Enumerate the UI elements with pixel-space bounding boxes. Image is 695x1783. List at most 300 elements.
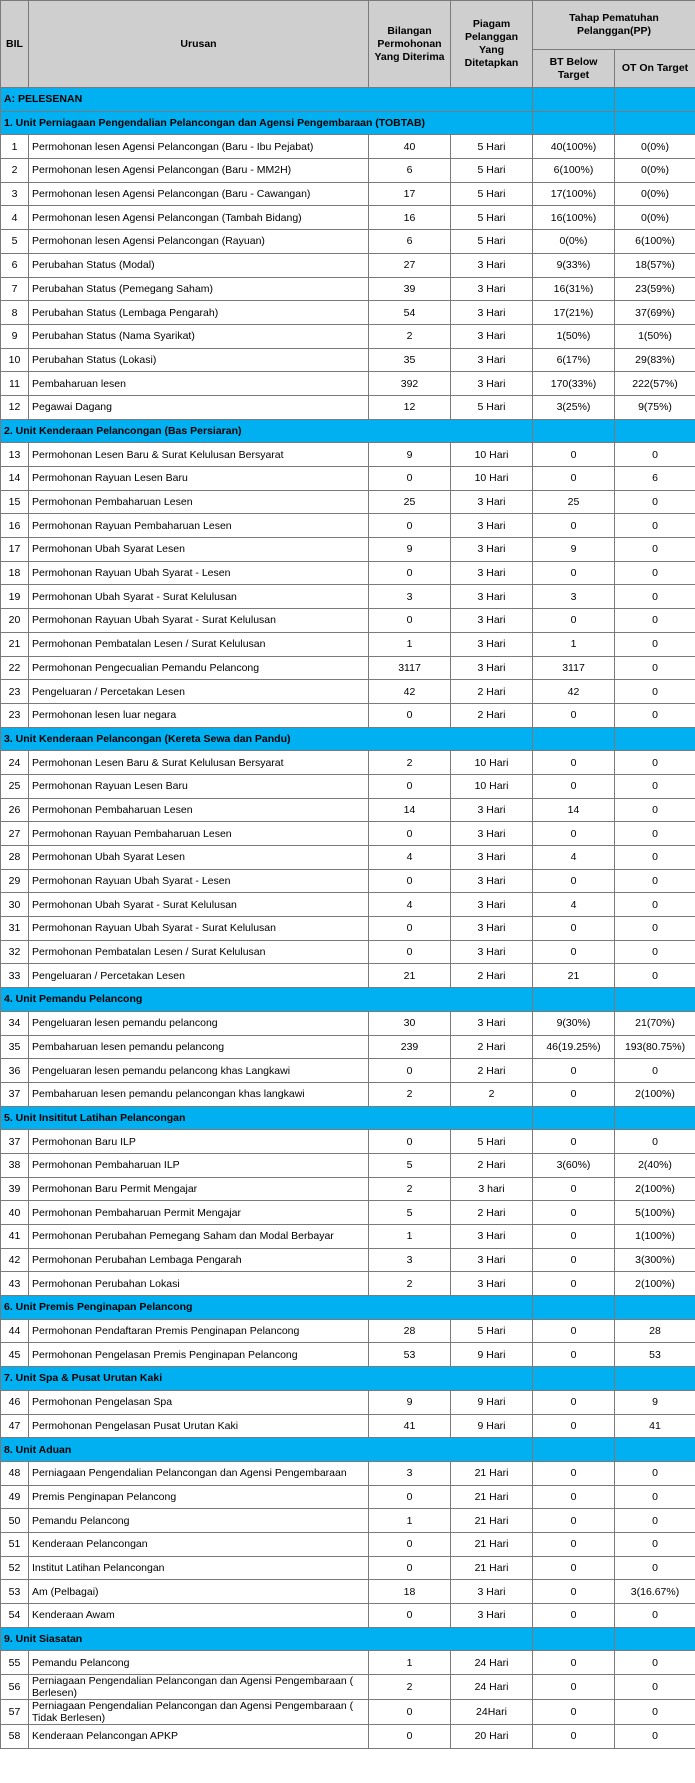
section-title: 6. Unit Premis Penginapan Pelancong (1, 1296, 533, 1320)
cell-piagam: 24Hari (451, 1700, 533, 1725)
section-title: 3. Unit Kenderaan Pelancongan (Kereta Sewa dan Pandu) (1, 727, 533, 751)
cell-bilangan: 35 (369, 348, 451, 372)
cell-urusan: Permohonan Ubah Syarat - Surat Kelulusan (29, 893, 369, 917)
table-row (1, 135, 695, 159)
cell-urusan: Permohonan Rayuan Lesen Baru (29, 774, 369, 798)
cell-bilangan: 0 (369, 917, 451, 941)
cell-bilangan: 3117 (369, 656, 451, 680)
cell-urusan: Permohonan lesen Agensi Pelancongan (Tambah Bidang) (29, 206, 369, 230)
cell-bt: 0 (533, 1461, 615, 1485)
cell-ot: 21(70%) (615, 1011, 695, 1035)
cell-ot: 0 (615, 774, 695, 798)
cell-bil: 44 (1, 1319, 29, 1343)
cell-bil: 17 (1, 538, 29, 562)
cell-bilangan: 0 (369, 940, 451, 964)
table-row (1, 1509, 695, 1533)
cell-ot: 0 (615, 1700, 695, 1725)
cell-piagam: 3 Hari (451, 1248, 533, 1272)
table-row (1, 1580, 695, 1604)
table-row (1, 703, 695, 727)
cell-urusan: Permohonan Pembatalan Lesen / Surat Kelulusan (29, 940, 369, 964)
cell-bt: 16(31%) (533, 277, 615, 301)
table-row (1, 680, 695, 704)
cell-piagam: 21 Hari (451, 1532, 533, 1556)
cell-bil: 54 (1, 1604, 29, 1628)
table-row (1, 1035, 695, 1059)
cell-urusan: Kenderaan Awam (29, 1604, 369, 1628)
section-row (1, 1367, 695, 1391)
cell-bt: 0 (533, 774, 615, 798)
cell-bil: 27 (1, 822, 29, 846)
section-empty-cell (533, 1106, 615, 1130)
cell-piagam: 21 Hari (451, 1461, 533, 1485)
cell-ot: 5(100%) (615, 1201, 695, 1225)
cell-bil: 42 (1, 1248, 29, 1272)
cell-urusan: Permohonan Lesen Baru & Surat Kelulusan Bersyarat (29, 443, 369, 467)
cell-piagam: 3 Hari (451, 917, 533, 941)
table-row (1, 1225, 695, 1249)
cell-piagam: 3 Hari (451, 538, 533, 562)
cell-bt: 3 (533, 585, 615, 609)
cell-urusan: Pegawai Dagang (29, 395, 369, 419)
cell-ot: 2(40%) (615, 1153, 695, 1177)
cell-urusan: Permohonan Rayuan Ubah Syarat - Lesen (29, 869, 369, 893)
table-row (1, 1390, 695, 1414)
section-empty-cell (615, 988, 695, 1012)
cell-bil: 34 (1, 1011, 29, 1035)
table-row (1, 774, 695, 798)
cell-piagam: 3 Hari (451, 348, 533, 372)
table-row (1, 1248, 695, 1272)
header-piagam: Piagam Pelanggan Yang Ditetapkan (451, 1, 533, 88)
cell-piagam: 21 Hari (451, 1556, 533, 1580)
table-row (1, 1532, 695, 1556)
table-row (1, 301, 695, 325)
cell-bt: 4 (533, 893, 615, 917)
cell-bilangan: 9 (369, 443, 451, 467)
table-row (1, 822, 695, 846)
table-row (1, 1011, 695, 1035)
cell-ot: 0 (615, 1604, 695, 1628)
cell-ot: 0 (615, 703, 695, 727)
cell-urusan: Permohonan Rayuan Ubah Syarat - Lesen (29, 561, 369, 585)
cell-urusan: Pembaharuan lesen pemandu pelancongan khas langkawi (29, 1082, 369, 1106)
cell-ot: 29(83%) (615, 348, 695, 372)
section-title: 1. Unit Perniagaan Pengendalian Pelancongan dan Agensi Pengembaraan (TOBTAB) (1, 111, 533, 135)
cell-bt: 3117 (533, 656, 615, 680)
cell-bt: 14 (533, 798, 615, 822)
cell-urusan: Permohonan Rayuan Pembaharuan Lesen (29, 514, 369, 538)
cell-bt: 0 (533, 1177, 615, 1201)
table-row (1, 324, 695, 348)
cell-bil: 37 (1, 1082, 29, 1106)
cell-bilangan: 5 (369, 1153, 451, 1177)
cell-bt: 6(100%) (533, 159, 615, 183)
cell-bt: 17(100%) (533, 182, 615, 206)
cell-piagam: 3 Hari (451, 1604, 533, 1628)
cell-bilangan: 0 (369, 1604, 451, 1628)
section-empty-cell (533, 1367, 615, 1391)
cell-piagam: 5 Hari (451, 135, 533, 159)
cell-urusan: Kenderaan Pelancongan APKP (29, 1725, 369, 1749)
table-row (1, 1343, 695, 1367)
cell-piagam: 10 Hari (451, 751, 533, 775)
cell-urusan: Permohonan Lesen Baru & Surat Kelulusan Bersyarat (29, 751, 369, 775)
cell-bil: 13 (1, 443, 29, 467)
table-row (1, 964, 695, 988)
cell-ot: 41 (615, 1414, 695, 1438)
cell-urusan: Premis Penginapan Pelancong (29, 1485, 369, 1509)
cell-ot: 0 (615, 561, 695, 585)
cell-piagam: 3 Hari (451, 940, 533, 964)
cell-ot: 0 (615, 964, 695, 988)
cell-bt: 0 (533, 609, 615, 633)
cell-bil: 5 (1, 230, 29, 254)
cell-bilangan: 16 (369, 206, 451, 230)
table-row (1, 372, 695, 396)
cell-bt: 0 (533, 1319, 615, 1343)
cell-bilangan: 0 (369, 609, 451, 633)
cell-ot: 0 (615, 1485, 695, 1509)
section-title: 2. Unit Kenderaan Pelancongan (Bas Persiaran) (1, 419, 533, 443)
table-row (1, 1675, 695, 1700)
cell-urusan: Permohonan Ubah Syarat Lesen (29, 846, 369, 870)
table-row (1, 395, 695, 419)
cell-urusan: Permohonan lesen luar negara (29, 703, 369, 727)
cell-ot: 0 (615, 1461, 695, 1485)
cell-bilangan: 27 (369, 253, 451, 277)
cell-bil: 55 (1, 1651, 29, 1675)
cell-urusan: Permohonan Ubah Syarat - Surat Kelulusan (29, 585, 369, 609)
section-title: A: PELESENAN (1, 88, 533, 112)
cell-piagam: 3 Hari (451, 253, 533, 277)
cell-ot: 9(75%) (615, 395, 695, 419)
section-empty-cell (533, 727, 615, 751)
cell-bt: 42 (533, 680, 615, 704)
table-row (1, 1177, 695, 1201)
table-row (1, 632, 695, 656)
cell-bt: 170(33%) (533, 372, 615, 396)
cell-ot: 0(0%) (615, 135, 695, 159)
cell-bt: 0 (533, 1059, 615, 1083)
table-row (1, 230, 695, 254)
cell-bil: 37 (1, 1130, 29, 1154)
table-row (1, 1319, 695, 1343)
cell-urusan: Permohonan Pengelasan Pusat Urutan Kaki (29, 1414, 369, 1438)
cell-bil: 16 (1, 514, 29, 538)
cell-piagam: 3 Hari (451, 609, 533, 633)
cell-piagam: 24 Hari (451, 1675, 533, 1700)
table-row (1, 1485, 695, 1509)
header-ot: OT On Target (615, 50, 695, 88)
cell-bil: 40 (1, 1201, 29, 1225)
cell-bilangan: 2 (369, 1272, 451, 1296)
cell-bil: 41 (1, 1225, 29, 1249)
cell-bilangan: 2 (369, 1177, 451, 1201)
cell-bt: 0 (533, 1675, 615, 1700)
cell-bt: 0 (533, 1225, 615, 1249)
cell-urusan: Permohonan Pengelasan Spa (29, 1390, 369, 1414)
cell-bil: 18 (1, 561, 29, 585)
section-empty-cell (533, 1296, 615, 1320)
cell-bt: 0 (533, 1580, 615, 1604)
section-empty-cell (615, 111, 695, 135)
cell-bil: 33 (1, 964, 29, 988)
cell-bt: 0 (533, 1509, 615, 1533)
cell-bil: 43 (1, 1272, 29, 1296)
cell-piagam: 5 Hari (451, 1130, 533, 1154)
cell-ot: 0 (615, 917, 695, 941)
section-row (1, 1438, 695, 1462)
cell-bil: 26 (1, 798, 29, 822)
cell-piagam: 21 Hari (451, 1485, 533, 1509)
cell-urusan: Permohonan lesen Agensi Pelancongan (Baru - Cawangan) (29, 182, 369, 206)
cell-piagam: 5 Hari (451, 395, 533, 419)
cell-bilangan: 2 (369, 751, 451, 775)
cell-bil: 20 (1, 609, 29, 633)
cell-urusan: Permohonan Pembaharuan Lesen (29, 490, 369, 514)
cell-urusan: Perubahan Status (Lembaga Pengarah) (29, 301, 369, 325)
cell-bilangan: 54 (369, 301, 451, 325)
table-row (1, 585, 695, 609)
cell-ot: 0 (615, 893, 695, 917)
cell-piagam: 3 Hari (451, 514, 533, 538)
cell-bil: 22 (1, 656, 29, 680)
section-empty-cell (533, 419, 615, 443)
cell-ot: 0 (615, 1675, 695, 1700)
cell-piagam: 3 Hari (451, 1580, 533, 1604)
cell-bil: 29 (1, 869, 29, 893)
cell-ot: 37(69%) (615, 301, 695, 325)
table-row (1, 1700, 695, 1725)
cell-urusan: Permohonan lesen Agensi Pelancongan (Baru - Ibu Pejabat) (29, 135, 369, 159)
cell-piagam: 2 Hari (451, 1059, 533, 1083)
cell-bilangan: 17 (369, 182, 451, 206)
cell-ot: 0 (615, 1059, 695, 1083)
cell-bil: 35 (1, 1035, 29, 1059)
section-empty-cell (615, 1106, 695, 1130)
table-row (1, 277, 695, 301)
cell-piagam: 3 Hari (451, 846, 533, 870)
cell-bil: 8 (1, 301, 29, 325)
cell-bilangan: 392 (369, 372, 451, 396)
table-row (1, 514, 695, 538)
cell-bilangan: 12 (369, 395, 451, 419)
cell-ot: 0(0%) (615, 159, 695, 183)
cell-bt: 0 (533, 1390, 615, 1414)
cell-piagam: 9 Hari (451, 1343, 533, 1367)
cell-ot: 0 (615, 443, 695, 467)
cell-urusan: Permohonan Pendaftaran Premis Penginapan Pelancong (29, 1319, 369, 1343)
cell-piagam: 3 Hari (451, 893, 533, 917)
cell-bilangan: 0 (369, 774, 451, 798)
cell-ot: 193(80.75%) (615, 1035, 695, 1059)
table-body (1, 88, 695, 1749)
table-row (1, 443, 695, 467)
cell-bilangan: 9 (369, 1390, 451, 1414)
table-row (1, 1272, 695, 1296)
cell-ot: 0 (615, 1532, 695, 1556)
cell-bilangan: 2 (369, 1675, 451, 1700)
section-empty-cell (615, 1438, 695, 1462)
cell-piagam: 3 Hari (451, 656, 533, 680)
section-title: 9. Unit Siasatan (1, 1627, 533, 1651)
cell-bil: 51 (1, 1532, 29, 1556)
cell-bilangan: 53 (369, 1343, 451, 1367)
cell-urusan: Permohonan Baru Permit Mengajar (29, 1177, 369, 1201)
cell-urusan: Am (Pelbagai) (29, 1580, 369, 1604)
cell-urusan: Permohonan Pembaharuan Permit Mengajar (29, 1201, 369, 1225)
cell-urusan: Perniagaan Pengendalian Pelancongan dan Agensi Pengembaraan (29, 1461, 369, 1485)
table-row (1, 253, 695, 277)
cell-bil: 24 (1, 751, 29, 775)
cell-bilangan: 1 (369, 1509, 451, 1533)
cell-ot: 0 (615, 822, 695, 846)
section-empty-cell (615, 88, 695, 112)
cell-ot: 0 (615, 656, 695, 680)
cell-bt: 0 (533, 1651, 615, 1675)
cell-bilangan: 0 (369, 1532, 451, 1556)
cell-ot: 0 (615, 514, 695, 538)
cell-bil: 38 (1, 1153, 29, 1177)
table-row (1, 917, 695, 941)
cell-bil: 58 (1, 1725, 29, 1749)
cell-bil: 30 (1, 893, 29, 917)
section-empty-cell (533, 1627, 615, 1651)
cell-piagam: 2 Hari (451, 680, 533, 704)
cell-bil: 36 (1, 1059, 29, 1083)
cell-bt: 0 (533, 1130, 615, 1154)
cell-urusan: Pengeluaran / Percetakan Lesen (29, 680, 369, 704)
cell-bilangan: 239 (369, 1035, 451, 1059)
cell-piagam: 2 Hari (451, 703, 533, 727)
cell-piagam: 3 Hari (451, 1272, 533, 1296)
cell-piagam: 3 Hari (451, 277, 533, 301)
cell-urusan: Perubahan Status (Pemegang Saham) (29, 277, 369, 301)
cell-ot: 2(100%) (615, 1177, 695, 1201)
cell-ot: 3(300%) (615, 1248, 695, 1272)
table-row (1, 609, 695, 633)
cell-ot: 0 (615, 846, 695, 870)
cell-bil: 23 (1, 703, 29, 727)
cell-bt: 0 (533, 443, 615, 467)
cell-ot: 0(0%) (615, 182, 695, 206)
cell-urusan: Pemandu Pelancong (29, 1509, 369, 1533)
header-bt: BT Below Target (533, 50, 615, 88)
cell-bil: 23 (1, 680, 29, 704)
section-row (1, 1627, 695, 1651)
table-row (1, 1651, 695, 1675)
section-title: 8. Unit Aduan (1, 1438, 533, 1462)
cell-ot: 18(57%) (615, 253, 695, 277)
cell-bilangan: 1 (369, 1225, 451, 1249)
cell-ot: 0 (615, 869, 695, 893)
cell-bil: 2 (1, 159, 29, 183)
cell-urusan: Permohonan Rayuan Ubah Syarat - Surat Kelulusan (29, 917, 369, 941)
cell-ot: 0 (615, 490, 695, 514)
table-row (1, 159, 695, 183)
cell-urusan: Pembaharuan lesen pemandu pelancong (29, 1035, 369, 1059)
cell-bt: 9(30%) (533, 1011, 615, 1035)
cell-bil: 47 (1, 1414, 29, 1438)
cell-bil: 57 (1, 1700, 29, 1725)
cell-bilangan: 1 (369, 1651, 451, 1675)
cell-bilangan: 0 (369, 1700, 451, 1725)
cell-ot: 0 (615, 1509, 695, 1533)
table-header (1, 1, 695, 88)
cell-ot: 1(50%) (615, 324, 695, 348)
cell-ot: 0 (615, 680, 695, 704)
cell-bil: 9 (1, 324, 29, 348)
cell-bt: 40(100%) (533, 135, 615, 159)
cell-bt: 0 (533, 940, 615, 964)
table-row (1, 1556, 695, 1580)
cell-bt: 46(19.25%) (533, 1035, 615, 1059)
cell-bilangan: 25 (369, 490, 451, 514)
cell-bil: 31 (1, 917, 29, 941)
cell-bilangan: 0 (369, 467, 451, 491)
cell-urusan: Permohonan Perubahan Pemegang Saham dan Modal Berbayar (29, 1225, 369, 1249)
cell-urusan: Permohonan lesen Agensi Pelancongan (Baru - MM2H) (29, 159, 369, 183)
cell-urusan: Permohonan Pembaharuan ILP (29, 1153, 369, 1177)
table-row (1, 348, 695, 372)
cell-bt: 0 (533, 1700, 615, 1725)
section-empty-cell (533, 111, 615, 135)
cell-piagam: 20 Hari (451, 1725, 533, 1749)
cell-bt: 3(60%) (533, 1153, 615, 1177)
cell-bt: 0 (533, 1485, 615, 1509)
cell-bilangan: 21 (369, 964, 451, 988)
cell-bt: 0 (533, 751, 615, 775)
cell-bt: 0 (533, 514, 615, 538)
cell-bil: 53 (1, 1580, 29, 1604)
cell-urusan: Pengeluaran lesen pemandu pelancong (29, 1011, 369, 1035)
table-row (1, 538, 695, 562)
cell-bilangan: 0 (369, 514, 451, 538)
cell-piagam: 9 Hari (451, 1390, 533, 1414)
cell-ot: 23(59%) (615, 277, 695, 301)
table-row (1, 869, 695, 893)
table-row (1, 656, 695, 680)
cell-ot: 0 (615, 609, 695, 633)
cell-urusan: Permohonan Ubah Syarat Lesen (29, 538, 369, 562)
cell-urusan: Permohonan lesen Agensi Pelancongan (Rayuan) (29, 230, 369, 254)
cell-urusan: Permohonan Rayuan Ubah Syarat - Surat Kelulusan (29, 609, 369, 633)
cell-piagam: 3 Hari (451, 301, 533, 325)
cell-bil: 10 (1, 348, 29, 372)
table-row (1, 798, 695, 822)
cell-bil: 7 (1, 277, 29, 301)
cell-urusan: Permohonan Pengelasan Premis Penginapan Pelancong (29, 1343, 369, 1367)
cell-bilangan: 0 (369, 822, 451, 846)
cell-bt: 0 (533, 1082, 615, 1106)
section-empty-cell (533, 88, 615, 112)
table-row (1, 1082, 695, 1106)
cell-bilangan: 1 (369, 632, 451, 656)
cell-ot: 0 (615, 1651, 695, 1675)
cell-bt: 1 (533, 632, 615, 656)
section-empty-cell (533, 988, 615, 1012)
cell-bilangan: 3 (369, 1461, 451, 1485)
cell-urusan: Pembaharuan lesen (29, 372, 369, 396)
cell-bil: 49 (1, 1485, 29, 1509)
cell-bilangan: 9 (369, 538, 451, 562)
section-row (1, 1106, 695, 1130)
cell-bil: 12 (1, 395, 29, 419)
cell-piagam: 2 (451, 1082, 533, 1106)
cell-piagam: 3 Hari (451, 632, 533, 656)
section-row (1, 111, 695, 135)
